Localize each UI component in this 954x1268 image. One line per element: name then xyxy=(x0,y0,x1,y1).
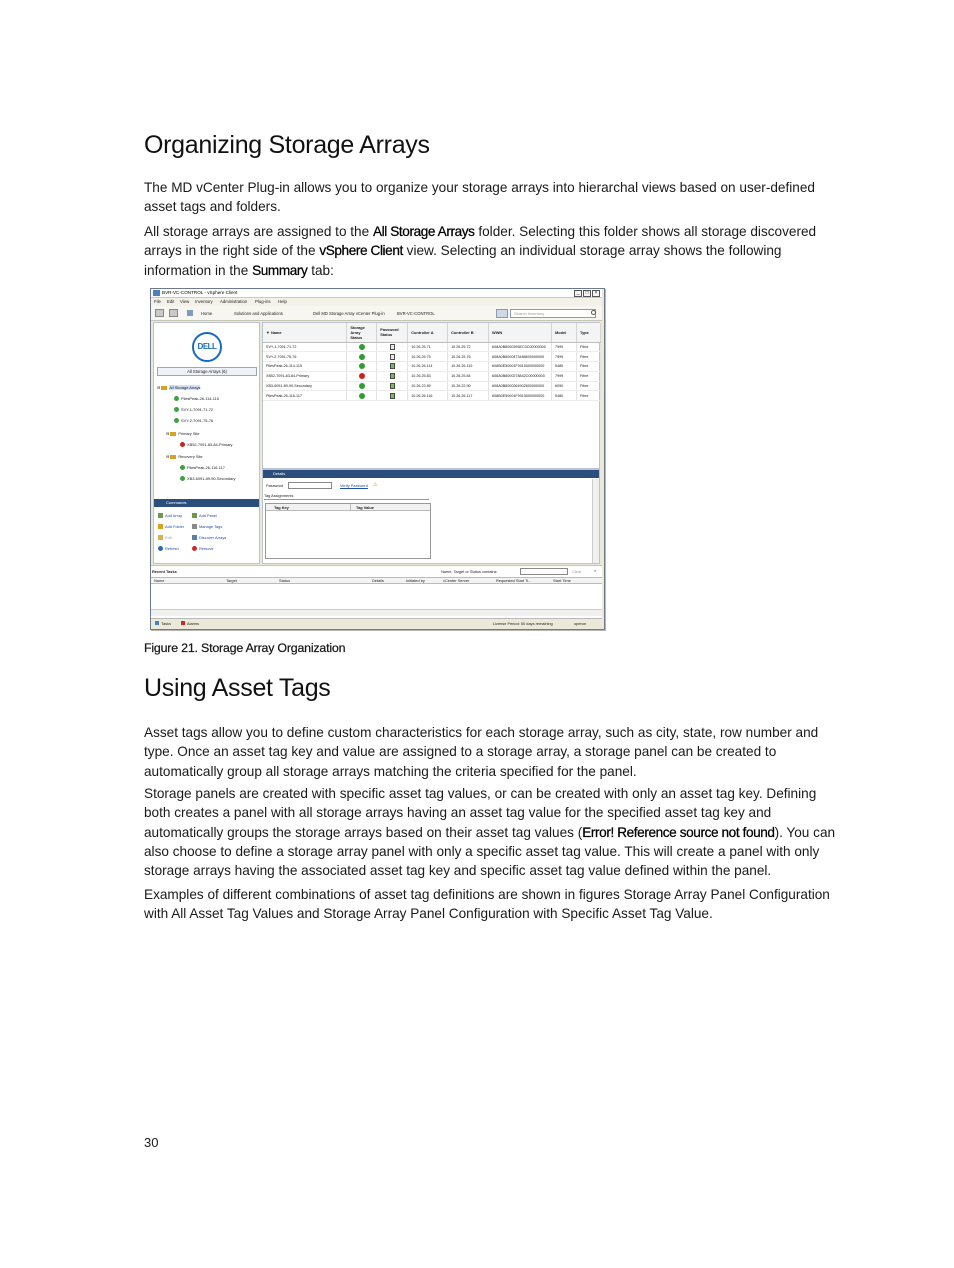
menu-inventory[interactable]: Inventory xyxy=(195,299,213,304)
paragraph-storage-panels xyxy=(144,784,842,880)
maximize-icon[interactable]: □ xyxy=(583,290,591,297)
task-filter-label: Name, Target or Status contains: xyxy=(441,569,498,574)
table-row[interactable] xyxy=(263,391,601,401)
cell-name: XB3-6091-89-90-Secondary xyxy=(263,381,347,391)
tag-key-header[interactable]: Tag Key xyxy=(274,505,289,510)
tag-table-header xyxy=(266,504,430,511)
cell-controller-a: 10.26.25.75 xyxy=(408,352,448,362)
edit-command[interactable] xyxy=(158,535,172,540)
status-error-icon xyxy=(180,442,185,447)
cell-name: PilesPeak-26-116-117 xyxy=(263,391,347,401)
table-row[interactable] xyxy=(263,352,601,362)
tree-label: XB52-7091-83-84-Primary xyxy=(187,442,233,447)
window-title: BVR-VC-CONTROL - vSphere Client xyxy=(162,290,238,295)
tree-item-array[interactable] xyxy=(174,418,213,423)
cell-password xyxy=(377,342,408,352)
cell-name: SVY-1-7091-71-72 xyxy=(263,342,347,352)
recent-tasks-title: Recent Tasks xyxy=(152,569,177,574)
padlock-icon xyxy=(390,354,395,360)
close-icon[interactable]: × xyxy=(592,290,600,297)
bold-reference-error: Error! Reference source not found xyxy=(582,824,775,840)
status-ok-icon xyxy=(359,393,365,399)
command-label: Discover Arrays xyxy=(199,535,227,540)
tag-table xyxy=(265,503,431,559)
menu-view[interactable]: View xyxy=(180,299,190,304)
add-panel-icon xyxy=(192,513,197,518)
cell-type: Fibre xyxy=(576,352,600,362)
details-header: Details xyxy=(263,470,599,478)
cell-status xyxy=(347,371,377,381)
table-row[interactable] xyxy=(263,362,601,372)
details-scrollbar[interactable] xyxy=(592,479,599,563)
task-column-name[interactable]: Name xyxy=(154,578,165,583)
cell-status xyxy=(347,381,377,391)
command-label: Add Panel xyxy=(199,513,217,518)
command-label: Add Folder xyxy=(165,524,185,529)
table-row[interactable] xyxy=(263,342,601,352)
manage-tags-icon xyxy=(192,524,197,529)
cell-model: 6090 xyxy=(552,381,577,391)
tasks-horizontal-scrollbar[interactable] xyxy=(151,609,602,616)
add-array-command[interactable] xyxy=(158,513,182,518)
password-ok-icon xyxy=(390,393,395,399)
cell-type: Fibre xyxy=(576,391,600,401)
tag-assignments-label: Tag Assignments xyxy=(264,493,294,498)
cell-type: Fibre xyxy=(576,371,600,381)
cell-controller-b: 10.26.25.84 xyxy=(448,371,489,381)
table-body xyxy=(263,342,601,401)
status-ok-icon xyxy=(359,354,365,360)
command-label: Refresh xyxy=(165,546,179,551)
tree-item-array[interactable] xyxy=(180,442,232,447)
column-label: Name xyxy=(270,329,282,335)
folder-icon xyxy=(170,455,176,459)
storage-array-table xyxy=(263,323,601,401)
tree-label: PilesPeak-26-116-117 xyxy=(187,465,225,470)
password-ok-icon xyxy=(390,383,395,389)
status-ok-icon xyxy=(174,396,179,401)
remove-command[interactable] xyxy=(192,546,214,551)
app-icon xyxy=(153,290,160,296)
password-input[interactable] xyxy=(288,482,332,489)
status-ok-icon xyxy=(180,465,185,470)
tree-label: Recovery Site xyxy=(178,454,203,459)
tree-item-array[interactable] xyxy=(174,396,219,401)
command-label: Edit xyxy=(165,535,172,540)
cell-model: 5480 xyxy=(552,391,577,401)
cell-controller-a: 10.26.25.71 xyxy=(408,342,448,352)
cell-model: 7999 xyxy=(552,371,577,381)
column-header-controller-b[interactable]: Controller B xyxy=(448,323,489,342)
home-icon xyxy=(187,310,193,316)
cell-password xyxy=(377,381,408,391)
all-storage-arrays-button[interactable]: All Storage Arrays (6) xyxy=(157,367,257,376)
tree-item-array[interactable] xyxy=(180,465,225,470)
verify-password-link[interactable]: Verify Password xyxy=(340,483,368,488)
status-error-icon xyxy=(359,373,365,379)
status-ok-icon xyxy=(174,407,179,412)
cell-controller-a: 10.26.26.116 xyxy=(408,391,448,401)
minimize-icon[interactable]: _ xyxy=(574,290,582,297)
cell-password xyxy=(377,371,408,381)
paragraph-intro: The MD vCenter Plug-in allows you to organize your storage arrays into hierarchal views based on user-defined asset tags and folders. xyxy=(144,180,815,215)
cell-status xyxy=(347,362,377,372)
discover-arrays-command[interactable] xyxy=(192,535,226,540)
column-header-password[interactable]: Password Status xyxy=(377,323,408,342)
cell-model: 5480 xyxy=(552,362,577,372)
dell-logo: DELL xyxy=(192,332,222,362)
alarms-label: Alarms xyxy=(187,621,200,626)
column-header-wwn[interactable]: WWN xyxy=(489,323,552,342)
add-array-icon xyxy=(158,513,163,518)
cell-wwn: 608A0B8000395EC3C00000000 xyxy=(489,342,552,352)
table-row[interactable] xyxy=(263,371,601,381)
table-row[interactable] xyxy=(263,381,601,391)
cell-wwn: 608B0E50001F9010000000000 xyxy=(489,362,552,372)
tree-label: XB3-6091-89-90-Secondary xyxy=(187,476,236,481)
tasks-icon xyxy=(155,621,159,625)
bold-term-vsphere-client: vSphere Client xyxy=(319,243,403,259)
status-ok-icon xyxy=(359,344,365,350)
cell-type: Fibre xyxy=(576,381,600,391)
tree-label: Primary Site xyxy=(178,431,200,436)
task-column-initiated-by[interactable]: Initiated by xyxy=(406,578,425,583)
column-header-controller-a[interactable]: Controller A xyxy=(408,323,448,342)
cell-wwn: 608A0B8000264902800000000 xyxy=(489,381,552,391)
cell-controller-b: 10.26.25.76 xyxy=(448,352,489,362)
tree-item-primary-site[interactable]: ⊟ Primary Site xyxy=(166,431,200,436)
cell-controller-b: 10.26.25.72 xyxy=(448,342,489,352)
figure-caption: Figure 21. Storage Array Organization xyxy=(144,641,346,655)
refresh-command[interactable] xyxy=(158,546,179,551)
status-ok-icon xyxy=(174,418,179,423)
figure-vsphere-screenshot xyxy=(150,288,605,630)
menu-edit[interactable]: Edit xyxy=(167,299,175,304)
column-header-model[interactable]: Model xyxy=(552,323,577,342)
task-column-status[interactable]: Status xyxy=(279,578,291,583)
search-input[interactable]: Search Inventory xyxy=(510,309,596,318)
cell-controller-a: 10.26.22.89 xyxy=(408,381,448,391)
command-label: Manage Tags xyxy=(199,524,223,529)
folder-icon xyxy=(161,386,167,390)
add-panel-command[interactable] xyxy=(192,513,217,518)
discover-arrays-icon xyxy=(192,535,197,540)
recent-tasks-panel xyxy=(151,565,602,619)
text-span: ). You can also choose to define a storage array panel with only a specific asset tag value. This will create a panel with only storage arrays having the associated asset tag key and specific asset tag value defined within the panel. xyxy=(144,824,836,879)
command-label: Remove xyxy=(199,546,214,551)
task-column-start-time[interactable]: Start Time xyxy=(553,578,571,583)
task-column-target[interactable]: Target xyxy=(226,578,237,583)
search-icon[interactable] xyxy=(591,310,596,315)
cell-controller-b: 10.26.22.90 xyxy=(448,381,489,391)
grid-spacer xyxy=(263,411,599,412)
command-label: Add Array xyxy=(165,513,183,518)
commands-header: Commands xyxy=(154,499,259,507)
paragraph-all-storage-arrays xyxy=(144,222,842,280)
text-span: All storage arrays are assigned to the xyxy=(144,224,373,239)
search-scope-icon[interactable] xyxy=(496,309,508,318)
license-status: License Period: 50 days remaining xyxy=(493,621,553,626)
tasks-tab[interactable] xyxy=(155,621,171,626)
edit-icon xyxy=(158,535,163,540)
tree-label: PilesPeak-26-114-115 xyxy=(181,396,219,401)
cell-name: SVY-2-7091-75-76 xyxy=(263,352,347,362)
menu-administration[interactable]: Administration xyxy=(220,299,248,304)
cell-password xyxy=(377,352,408,362)
cell-password xyxy=(377,362,408,372)
breadcrumb-solutions[interactable]: Solutions and Applications xyxy=(234,311,283,316)
cell-status xyxy=(347,352,377,362)
column-header-name[interactable]: ▼ Name xyxy=(263,323,347,342)
cell-wwn: 608A0B8000278842C00000000 xyxy=(489,371,552,381)
navigation-bar xyxy=(151,306,602,321)
close-tasks-icon[interactable]: × xyxy=(594,568,597,573)
status-ok-icon xyxy=(359,383,365,389)
tasks-label: Tasks xyxy=(161,621,171,626)
cell-name: XB52-7091-83-84-Primary xyxy=(263,371,347,381)
column-header-status[interactable]: Storage Array Status xyxy=(347,323,377,342)
tree-item-array[interactable] xyxy=(180,476,235,481)
alarms-tab[interactable] xyxy=(181,621,199,626)
user-name: operon xyxy=(574,621,587,626)
password-ok-icon xyxy=(390,373,395,379)
text-span: view. Selecting an individual storage array shows the following information in the xyxy=(144,243,782,278)
cell-wwn: 608A0B8000473488600000000 xyxy=(489,352,552,362)
password-label: Password xyxy=(266,483,284,488)
cell-controller-b: 10.26.26.115 xyxy=(448,362,489,372)
status-ok-icon xyxy=(180,476,185,481)
status-ok-icon xyxy=(359,363,365,369)
storage-array-grid xyxy=(262,322,600,469)
text-span: folder. Selecting this folder shows all storage discovered arrays in the right side of the xyxy=(144,224,817,259)
padlock-icon xyxy=(390,344,395,350)
back-icon[interactable] xyxy=(155,309,164,317)
password-ok-icon xyxy=(390,363,395,369)
paragraph-examples: Examples of different combinations of asset tag definitions are shown in figures Storage Array Panel Configuration with All Asset Tag Values and Storage Array Panel Configuration with Specific Asset Tag Value. xyxy=(144,887,830,922)
breadcrumb-home[interactable]: Home xyxy=(201,311,213,316)
cell-status xyxy=(347,342,377,352)
window-titlebar xyxy=(151,289,602,298)
paragraph-asset-tags-intro: Asset tags allow you to define custom characteristics for each storage array, such as city, state, row number and type. Once an asset tag key and value are assigned to a storage array, a storage panel can be created to automatically group all storage arrays matching the criteria specified for the panel. xyxy=(144,725,819,779)
menu-file[interactable]: File xyxy=(154,299,161,304)
alarms-icon xyxy=(181,621,185,625)
bold-term-summary: Summary xyxy=(252,262,308,278)
refresh-icon xyxy=(158,546,163,551)
tree-label: SVY-2-7091-75-76 xyxy=(181,418,214,423)
cell-name: PilesPeak-26-114-115 xyxy=(263,362,347,372)
forward-icon[interactable] xyxy=(169,309,178,317)
text-span: Storage panels are created with specific asset tag values, or can be created with only an asset tag key. Defining both creates a panel with all storage arrays having an asset tag value for the specified asset tag key and automatically groups the storage arrays based on their asset tag values ( xyxy=(144,786,817,840)
table-header-row xyxy=(263,323,601,342)
remove-icon xyxy=(192,546,197,551)
task-filter-input[interactable] xyxy=(520,568,568,575)
divider xyxy=(264,499,429,500)
warning-icon: ⚠ xyxy=(373,482,378,488)
cell-status xyxy=(347,391,377,401)
manage-tags-command[interactable] xyxy=(192,524,222,529)
cell-type: Fibre xyxy=(576,342,600,352)
left-navigation-pane xyxy=(153,322,260,564)
cell-type: Fibre xyxy=(576,362,600,372)
details-panel xyxy=(262,469,600,564)
task-column-vcenter[interactable]: vCenter Server xyxy=(443,578,470,583)
add-folder-icon xyxy=(158,524,163,529)
cell-controller-b: 10.26.26.117 xyxy=(448,391,489,401)
status-bar xyxy=(151,618,602,628)
cell-password xyxy=(377,391,408,401)
cell-model: 7999 xyxy=(552,352,577,362)
add-folder-command[interactable] xyxy=(158,524,184,529)
tree-item-recovery-site[interactable]: ⊟ Recovery Site xyxy=(166,454,203,459)
menu-plugins[interactable]: Plug-ins xyxy=(255,299,271,304)
cell-wwn: 608B0E50001F9015000000000 xyxy=(489,391,552,401)
menu-bar xyxy=(151,298,602,306)
tree-item-array[interactable] xyxy=(174,407,213,412)
cell-controller-a: 10.26.25.83 xyxy=(408,371,448,381)
bold-term-all-storage-arrays: All Storage Arrays xyxy=(372,224,475,239)
cell-controller-a: 10.26.26.114 xyxy=(408,362,448,372)
tag-value-header[interactable]: Tag Value xyxy=(356,505,374,510)
cell-model: 7999 xyxy=(552,342,577,352)
section-heading-asset-tags: Using Asset Tags xyxy=(144,674,331,702)
folder-icon xyxy=(170,432,176,436)
page-number: 30 xyxy=(144,1135,159,1150)
column-divider xyxy=(350,504,351,511)
tree-label: SVY-1-7091-71-72 xyxy=(181,407,214,412)
tree-item-all-storage-arrays[interactable]: ⊟ All Storage Arrays xyxy=(157,385,201,390)
column-header-type[interactable]: Type xyxy=(576,323,600,342)
task-column-details[interactable]: Details xyxy=(372,578,384,583)
menu-help[interactable]: Help xyxy=(278,299,287,304)
tree-label: All Storage Arrays xyxy=(169,385,201,390)
breadcrumb-server[interactable]: BVR-VC-CONTROL xyxy=(397,311,435,316)
clear-button[interactable]: Clear xyxy=(572,569,582,574)
section-heading-organizing: Organizing Storage Arrays xyxy=(144,131,430,159)
breadcrumb-plugin[interactable]: Dell MD Storage Array vCenter Plug-in xyxy=(313,311,385,316)
text-span: tab: xyxy=(307,262,334,278)
task-column-requested-start[interactable]: Requested Start Ti... xyxy=(496,578,532,583)
